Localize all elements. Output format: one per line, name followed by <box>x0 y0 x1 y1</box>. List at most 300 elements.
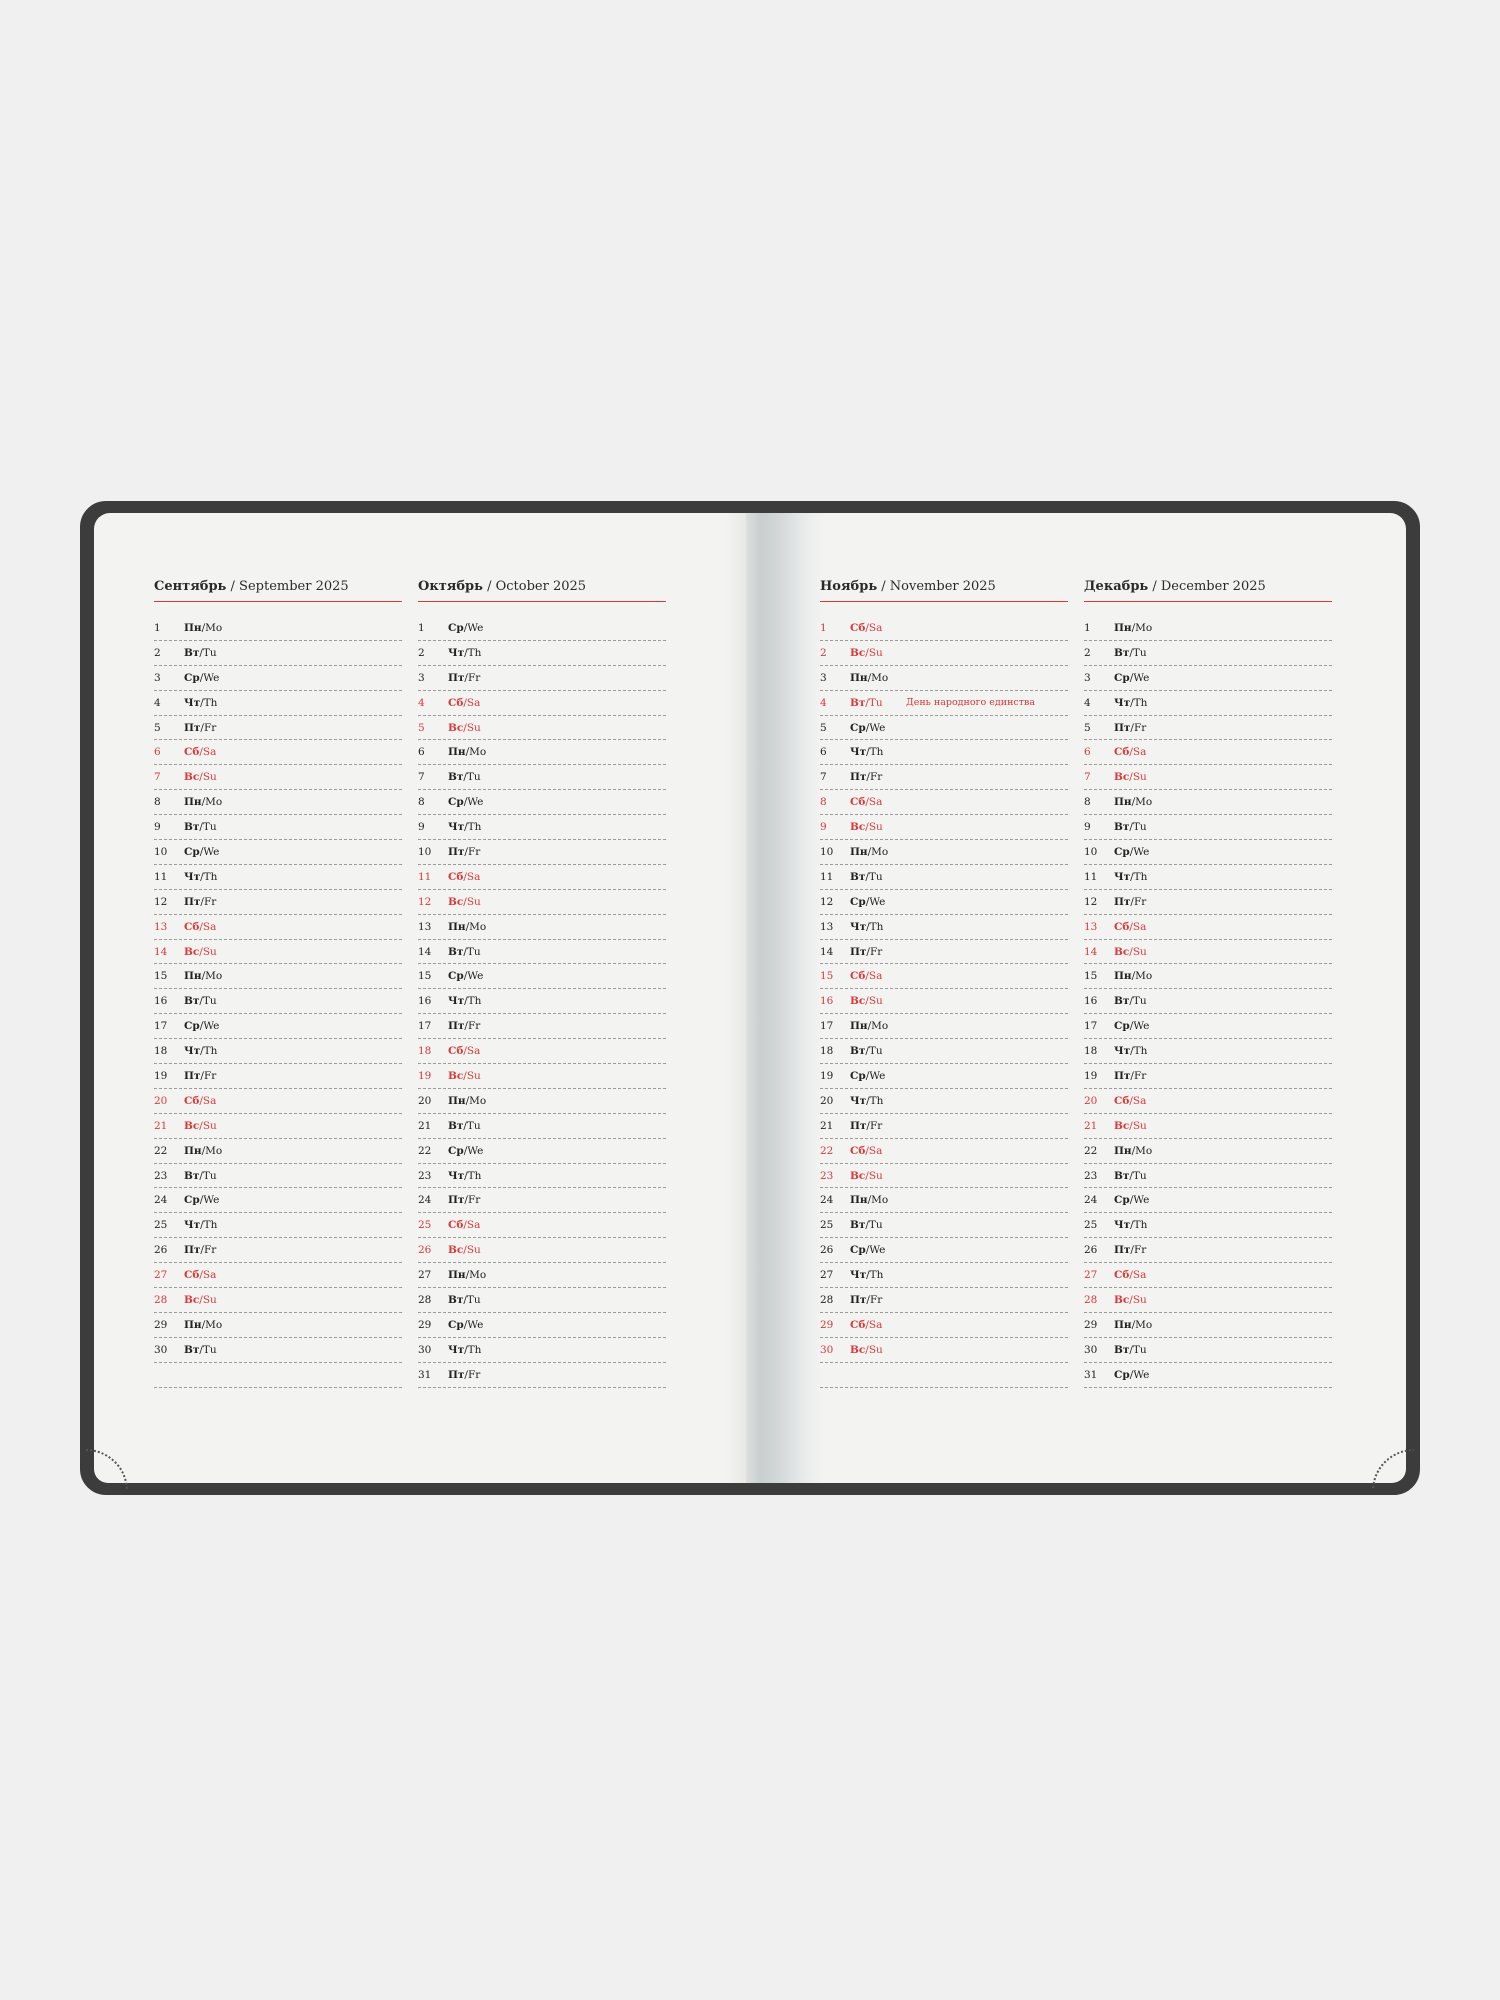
day-row <box>820 765 1068 790</box>
day-number: 26 <box>418 1244 432 1257</box>
weekday-label <box>448 1319 483 1331</box>
day-number: 31 <box>418 1368 432 1381</box>
weekday-label <box>184 697 217 709</box>
weekday-ru: Чт <box>850 1094 867 1107</box>
weekday-label <box>850 697 883 709</box>
weekday-ru: Чт <box>448 995 465 1008</box>
weekday-label <box>448 746 486 758</box>
day-row <box>820 641 1068 666</box>
weekday-label <box>850 722 885 734</box>
weekday-label <box>1114 1269 1146 1281</box>
day-row <box>1084 840 1332 865</box>
weekday-label <box>448 697 480 709</box>
weekday-ru: Пн <box>448 746 466 759</box>
day-row <box>1084 1238 1332 1263</box>
weekday-ru: Чт <box>184 1219 201 1232</box>
day-number: 29 <box>418 1318 432 1331</box>
weekday-label <box>184 1095 216 1107</box>
day-number: 11 <box>418 870 432 883</box>
day-number: 19 <box>1084 1070 1098 1083</box>
weekday-label <box>448 622 483 634</box>
weekday-label <box>448 1170 481 1182</box>
weekday-ru: Пн <box>184 622 202 634</box>
day-row <box>154 1313 402 1338</box>
weekday-ru: Вс <box>850 1169 866 1182</box>
weekday-ru: Вт <box>448 771 464 784</box>
weekday-en: /Mo <box>465 1269 487 1282</box>
weekday-label <box>850 1294 882 1306</box>
day-number: 21 <box>820 1119 834 1132</box>
month-name-en: / December 2025 <box>1152 579 1266 594</box>
weekday-ru: Вс <box>184 771 200 784</box>
weekday-label <box>448 1344 481 1356</box>
weekday-en: /Su <box>463 895 481 908</box>
day-number: 16 <box>820 995 834 1008</box>
day-row <box>820 989 1068 1014</box>
month-title <box>820 577 1068 597</box>
day-row <box>820 1164 1068 1189</box>
day-row <box>820 616 1068 641</box>
day-row <box>154 666 402 691</box>
day-number: 18 <box>418 1045 432 1058</box>
day-number: 21 <box>154 1119 168 1132</box>
weekday-en: /Fr <box>866 1119 883 1132</box>
weekday-label <box>1114 1145 1152 1157</box>
weekday-en: /We <box>1129 1020 1150 1033</box>
page-gutter <box>746 513 822 1483</box>
weekday-label <box>448 1294 481 1306</box>
day-row <box>154 890 402 915</box>
day-row <box>154 815 402 840</box>
weekday-en: /We <box>199 1020 220 1033</box>
day-number: 25 <box>820 1219 834 1232</box>
day-row <box>154 1114 402 1139</box>
weekday-en: /Su <box>463 721 481 734</box>
day-number: 27 <box>820 1269 834 1282</box>
weekday-label <box>850 1145 882 1157</box>
weekday-en: /Th <box>1130 1045 1148 1058</box>
day-row <box>1084 641 1332 666</box>
day-row <box>820 1288 1068 1313</box>
day-number: 1 <box>820 622 827 634</box>
day-row <box>820 716 1068 741</box>
day-row <box>820 964 1068 989</box>
weekday-en: /Fr <box>866 1294 883 1307</box>
day-row <box>418 1089 666 1114</box>
weekday-en: /Tu <box>199 821 217 834</box>
weekday-label <box>1114 722 1146 734</box>
weekday-ru: Вт <box>850 696 866 709</box>
weekday-label <box>448 771 481 783</box>
day-number: 6 <box>418 746 425 759</box>
weekday-en: /Sa <box>1129 1094 1147 1107</box>
weekday-label <box>184 946 217 958</box>
weekday-ru: Вс <box>448 895 464 908</box>
day-number: 11 <box>1084 870 1098 883</box>
day-number: 12 <box>820 895 834 908</box>
day-row <box>418 1338 666 1363</box>
weekday-en: /Su <box>1129 771 1147 784</box>
day-row <box>418 1139 666 1164</box>
weekday-en: /Tu <box>463 945 481 958</box>
weekday-ru: Вт <box>1114 646 1130 659</box>
weekday-en: /Sa <box>865 1318 883 1331</box>
weekday-ru: Ср <box>1114 846 1130 859</box>
weekday-label <box>184 1244 216 1256</box>
month-name-ru: Сентябрь <box>154 579 227 594</box>
day-number: 10 <box>154 846 168 859</box>
day-number: 3 <box>418 671 425 684</box>
weekday-en: /We <box>463 1318 484 1331</box>
weekday-ru: Ср <box>1114 671 1130 684</box>
day-row <box>1084 1164 1332 1189</box>
weekday-ru: Вт <box>850 870 866 883</box>
month-december <box>1084 577 1332 1388</box>
weekday-en: /We <box>865 1244 886 1257</box>
day-number: 5 <box>418 721 425 734</box>
weekday-en: /We <box>865 1070 886 1083</box>
weekday-label <box>850 871 883 883</box>
weekday-en: /Sa <box>865 1144 883 1157</box>
weekday-label <box>850 1070 885 1082</box>
day-number: 12 <box>418 895 432 908</box>
day-number: 4 <box>154 696 161 709</box>
weekday-label <box>850 796 882 808</box>
day-row <box>820 915 1068 940</box>
weekday-ru: Сб <box>184 1094 200 1107</box>
weekday-en: /Mo <box>867 671 889 684</box>
day-row <box>820 1263 1068 1288</box>
weekday-label <box>448 970 483 982</box>
weekday-en: /Tu <box>865 1219 883 1232</box>
weekday-ru: Вт <box>1114 1169 1130 1182</box>
day-row <box>154 1039 402 1064</box>
day-number: 8 <box>1084 796 1091 809</box>
day-row <box>1084 740 1332 765</box>
weekday-label <box>1114 622 1152 634</box>
weekday-label <box>1114 1170 1147 1182</box>
weekday-label <box>184 970 222 982</box>
weekday-en: /Fr <box>464 1194 481 1207</box>
day-row <box>154 865 402 890</box>
day-number: 20 <box>418 1094 432 1107</box>
weekday-label <box>448 1145 483 1157</box>
weekday-label <box>1114 1095 1146 1107</box>
weekday-en: /Th <box>200 1219 218 1232</box>
month-name-en: / October 2025 <box>487 579 587 594</box>
day-row <box>820 890 1068 915</box>
day-number: 9 <box>418 821 425 834</box>
day-row <box>154 1139 402 1164</box>
weekday-ru: Ср <box>1114 1194 1130 1207</box>
day-row <box>154 740 402 765</box>
day-number: 19 <box>154 1070 168 1083</box>
weekday-ru: Ср <box>448 1318 464 1331</box>
weekday-en: /Fr <box>1130 721 1147 734</box>
weekday-en: /Mo <box>1131 970 1153 983</box>
weekday-en: /We <box>865 721 886 734</box>
weekday-en: /We <box>463 796 484 809</box>
weekday-label <box>184 1145 222 1157</box>
day-number: 13 <box>154 920 168 933</box>
day-number: 7 <box>820 771 827 784</box>
weekday-ru: Пн <box>850 1020 868 1033</box>
day-row <box>154 915 402 940</box>
weekday-label <box>1114 771 1147 783</box>
day-number: 4 <box>1084 696 1091 709</box>
day-row <box>154 1014 402 1039</box>
weekday-label <box>448 896 481 908</box>
weekday-label <box>1114 821 1147 833</box>
weekday-ru: Вт <box>184 821 200 834</box>
day-number: 1 <box>418 622 425 634</box>
weekday-en: /Th <box>464 1343 482 1356</box>
day-row <box>418 1014 666 1039</box>
weekday-ru: Чт <box>448 1169 465 1182</box>
day-row <box>154 716 402 741</box>
day-number: 30 <box>154 1343 168 1356</box>
day-row <box>820 691 1068 716</box>
weekday-ru: Чт <box>850 920 867 933</box>
weekday-label <box>184 871 217 883</box>
day-row <box>1084 1014 1332 1039</box>
weekday-ru: Пт <box>850 1119 867 1132</box>
weekday-ru: Ср <box>448 796 464 809</box>
month-title <box>418 577 666 597</box>
weekday-label <box>850 1319 882 1331</box>
day-row <box>1084 1089 1332 1114</box>
day-row <box>1084 1288 1332 1313</box>
day-row <box>418 765 666 790</box>
weekday-ru: Сб <box>1114 1269 1130 1282</box>
day-number: 26 <box>154 1244 168 1257</box>
day-row <box>154 989 402 1014</box>
weekday-en: /Su <box>199 945 217 958</box>
weekday-ru: Пн <box>1114 970 1132 983</box>
weekday-label <box>850 921 883 933</box>
day-number: 22 <box>1084 1144 1098 1157</box>
weekday-ru: Вс <box>448 1070 464 1083</box>
weekday-label <box>448 1045 480 1057</box>
weekday-ru: Вс <box>1114 1119 1130 1132</box>
month-name-ru: Ноябрь <box>820 579 878 594</box>
day-row <box>820 1338 1068 1363</box>
weekday-en: /Th <box>1130 696 1148 709</box>
day-number: 14 <box>1084 945 1098 958</box>
month-october <box>418 577 666 1388</box>
weekday-label <box>1114 946 1147 958</box>
day-number: 13 <box>1084 920 1098 933</box>
weekday-en: /Su <box>865 1169 883 1182</box>
weekday-en: /Tu <box>1129 1343 1147 1356</box>
day-row <box>1084 1213 1332 1238</box>
day-number: 29 <box>154 1318 168 1331</box>
day-number: 24 <box>820 1194 834 1207</box>
weekday-ru: Чт <box>1114 1045 1131 1058</box>
day-number: 3 <box>154 671 161 684</box>
day-row <box>1084 989 1332 1014</box>
weekday-ru: Пт <box>448 846 465 859</box>
day-row <box>1084 890 1332 915</box>
weekday-ru: Ср <box>1114 1020 1130 1033</box>
weekday-label <box>448 1369 480 1381</box>
day-row <box>418 1363 666 1388</box>
day-row <box>418 1039 666 1064</box>
weekday-en: /Th <box>200 870 218 883</box>
weekday-en: /Fr <box>200 1244 217 1257</box>
gutter-shadow <box>726 513 748 1483</box>
day-number: 22 <box>154 1144 168 1157</box>
weekday-en: /Mo <box>201 970 223 983</box>
day-number: 17 <box>1084 1020 1098 1033</box>
weekday-en: /Tu <box>199 1343 217 1356</box>
day-row <box>418 740 666 765</box>
day-number: 7 <box>418 771 425 784</box>
weekday-ru: Вс <box>448 721 464 734</box>
month-title <box>154 577 402 597</box>
weekday-ru: Сб <box>850 970 866 983</box>
weekday-ru: Вс <box>850 646 866 659</box>
day-number: 20 <box>154 1094 168 1107</box>
weekday-en: /Su <box>199 771 217 784</box>
empty-row <box>154 1363 402 1388</box>
day-number: 16 <box>154 995 168 1008</box>
weekday-ru: Вс <box>850 821 866 834</box>
weekday-en: /Mo <box>867 1194 889 1207</box>
day-row <box>820 1039 1068 1064</box>
weekday-ru: Пт <box>184 895 201 908</box>
day-number: 1 <box>154 622 161 634</box>
day-number: 27 <box>154 1269 168 1282</box>
weekday-ru: Сб <box>1114 1094 1130 1107</box>
weekday-en: /Th <box>866 1269 884 1282</box>
day-number: 17 <box>418 1020 432 1033</box>
weekday-label <box>184 921 216 933</box>
day-number: 28 <box>820 1294 834 1307</box>
day-row <box>418 716 666 741</box>
month-name-en: / September 2025 <box>230 579 349 594</box>
weekday-ru: Сб <box>184 746 200 759</box>
weekday-label <box>850 1219 883 1231</box>
day-number: 12 <box>154 895 168 908</box>
weekday-ru: Пн <box>1114 1318 1132 1331</box>
day-row <box>820 1114 1068 1139</box>
weekday-ru: Пт <box>1114 1244 1131 1257</box>
weekday-label <box>448 1194 480 1206</box>
weekday-ru: Пт <box>184 721 201 734</box>
day-number: 9 <box>820 821 827 834</box>
weekday-label <box>1114 1294 1147 1306</box>
weekday-ru: Ср <box>448 970 464 983</box>
day-number: 30 <box>820 1343 834 1356</box>
weekday-en: /Fr <box>200 721 217 734</box>
weekday-ru: Вт <box>448 1119 464 1132</box>
day-number: 20 <box>1084 1094 1098 1107</box>
day-number: 23 <box>1084 1169 1098 1182</box>
day-row <box>820 1188 1068 1213</box>
weekday-en: /Su <box>865 821 883 834</box>
weekday-en: /Mo <box>201 796 223 809</box>
weekday-ru: Чт <box>184 696 201 709</box>
weekday-label <box>448 1244 481 1256</box>
weekday-label <box>850 970 882 982</box>
weekday-label <box>1114 1045 1147 1057</box>
day-number: 21 <box>1084 1119 1098 1132</box>
weekday-label <box>448 946 481 958</box>
day-list <box>418 616 666 1388</box>
weekday-ru: Сб <box>850 796 866 809</box>
weekday-label <box>1114 1219 1147 1231</box>
day-row <box>1084 765 1332 790</box>
day-number: 30 <box>418 1343 432 1356</box>
day-row <box>418 1313 666 1338</box>
day-number: 23 <box>820 1169 834 1182</box>
weekday-label <box>448 995 481 1007</box>
weekday-ru: Вт <box>184 1169 200 1182</box>
weekday-ru: Пн <box>1114 1144 1132 1157</box>
day-number: 8 <box>820 796 827 809</box>
weekday-en: /Mo <box>867 1020 889 1033</box>
weekday-ru: Пн <box>184 1318 202 1331</box>
weekday-en: /Sa <box>1129 746 1147 759</box>
weekday-en: /Sa <box>463 870 481 883</box>
weekday-ru: Ср <box>1114 1368 1130 1381</box>
title-rule <box>820 601 1068 602</box>
weekday-ru: Пн <box>850 846 868 859</box>
day-number: 19 <box>820 1070 834 1083</box>
weekday-en: /We <box>463 622 484 634</box>
day-row <box>1084 716 1332 741</box>
weekday-ru: Вт <box>850 1219 866 1232</box>
weekday-label <box>184 896 216 908</box>
weekday-label <box>448 871 480 883</box>
weekday-ru: Пт <box>1114 895 1131 908</box>
day-number: 8 <box>418 796 425 809</box>
weekday-ru: Ср <box>448 622 464 634</box>
weekday-label <box>448 1120 481 1132</box>
weekday-en: /Th <box>200 696 218 709</box>
weekday-label <box>1114 746 1146 758</box>
weekday-en: /Fr <box>200 895 217 908</box>
weekday-label <box>448 722 481 734</box>
day-row <box>154 616 402 641</box>
day-row <box>418 1164 666 1189</box>
day-row <box>418 691 666 716</box>
day-number: 12 <box>1084 895 1098 908</box>
month-name-en: / November 2025 <box>881 579 996 594</box>
day-number: 19 <box>418 1070 432 1083</box>
weekday-label <box>850 1095 883 1107</box>
day-number: 10 <box>820 846 834 859</box>
day-row <box>1084 1139 1332 1164</box>
day-number: 5 <box>1084 721 1091 734</box>
weekday-label <box>850 995 883 1007</box>
weekday-en: /Th <box>866 746 884 759</box>
day-row <box>418 964 666 989</box>
empty-row <box>820 1363 1068 1388</box>
weekday-ru: Пт <box>1114 1070 1131 1083</box>
weekday-en: /Su <box>865 646 883 659</box>
weekday-label <box>1114 970 1152 982</box>
day-row <box>820 865 1068 890</box>
day-number: 18 <box>154 1045 168 1058</box>
day-row <box>154 1238 402 1263</box>
day-row <box>154 964 402 989</box>
day-row <box>154 840 402 865</box>
weekday-ru: Вс <box>850 1343 866 1356</box>
weekday-en: /Su <box>1129 1119 1147 1132</box>
weekday-ru: Пн <box>1114 622 1132 634</box>
